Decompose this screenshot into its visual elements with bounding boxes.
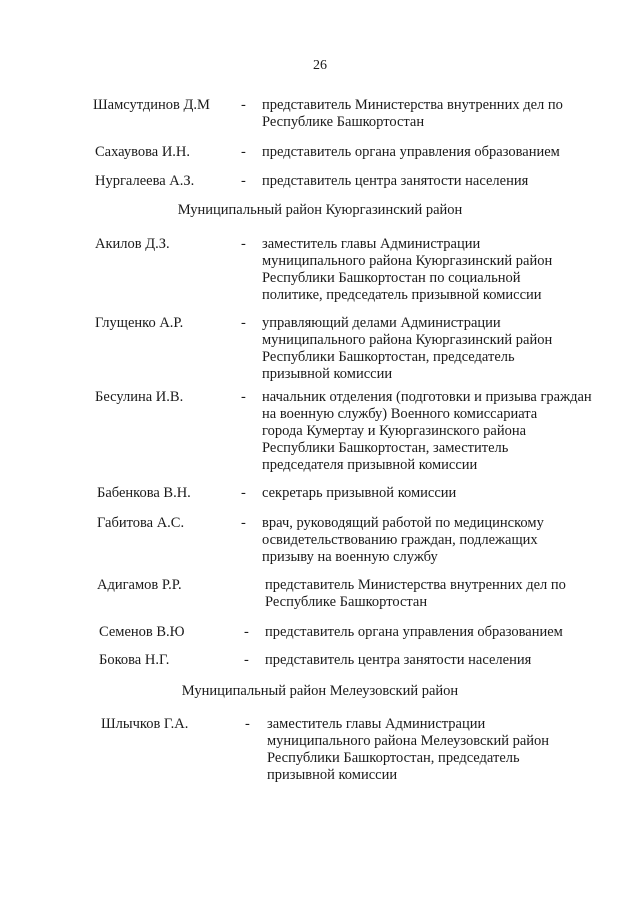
member-name: Бесулина И.В. xyxy=(95,389,184,405)
member-name: Бабенкова В.Н. xyxy=(97,485,191,501)
member-role: представитель органа управления образованием xyxy=(262,144,560,160)
member-dash: - xyxy=(241,144,246,160)
member-role: представитель центра занятости населения xyxy=(265,652,532,668)
member-name: Габитова А.С. xyxy=(97,515,185,531)
page-number: 26 xyxy=(313,58,327,73)
member-name: Шлычков Г.А. xyxy=(101,716,189,732)
member-name: Сахаувова И.Н. xyxy=(95,144,191,160)
member-dash: - xyxy=(241,97,246,113)
member-dash: - xyxy=(241,485,246,501)
member-role: начальник отделения (подготовки и призыва граждан на военную службу) Военного комиссариата города Кумертау и Куюргазинского района Республики Башкортостан, заместитель председателя призывной комиссии xyxy=(262,389,592,473)
member-dash: - xyxy=(244,652,249,668)
member-role: представитель центра занятости населения xyxy=(262,173,529,189)
member-dash: - xyxy=(241,315,246,331)
member-role: управляющий делами Администрации муниципального района Куюргазинский район Республики Башкортостан, председатель призывной комиссии xyxy=(262,315,553,382)
member-name: Адигамов Р.Р. xyxy=(97,577,182,593)
section-heading: Муниципальный район Мелеузовский район xyxy=(181,683,459,699)
member-name: Акилов Д.З. xyxy=(95,236,170,252)
member-role: секретарь призывной комиссии xyxy=(262,485,457,501)
member-dash: - xyxy=(241,236,246,252)
member-name: Нургалеева А.З. xyxy=(95,173,195,189)
member-dash: - xyxy=(241,173,246,189)
member-role: врач, руководящий работой по медицинскому освидетельствованию граждан, подлежащих призыву на военную службу xyxy=(262,515,544,565)
member-dash: - xyxy=(245,716,250,732)
member-name: Шамсутдинов Д.М xyxy=(93,97,210,113)
member-role: представитель Министерства внутренних дел по Республике Башкортостан xyxy=(262,97,563,130)
member-dash: - xyxy=(244,624,249,640)
member-name: Бокова Н.Г. xyxy=(99,652,170,668)
member-role: представитель органа управления образованием xyxy=(265,624,563,640)
member-dash: - xyxy=(241,389,246,405)
section-heading: Муниципальный район Куюргазинский район xyxy=(177,202,463,218)
member-dash: - xyxy=(241,515,246,531)
member-role: заместитель главы Администрации муниципального района Куюргазинский район Республики Башкортостан по социальной политике, председатель призывной комиссии xyxy=(262,236,553,303)
member-name: Семенов В.Ю xyxy=(99,624,185,640)
member-role: заместитель главы Администрации муниципального района Мелеузовский район Республики Башкортостан, председатель призывной комиссии xyxy=(267,716,550,783)
member-name: Глущенко А.Р. xyxy=(95,315,184,331)
member-role: представитель Министерства внутренних дел по Республике Башкортостан xyxy=(265,577,566,610)
